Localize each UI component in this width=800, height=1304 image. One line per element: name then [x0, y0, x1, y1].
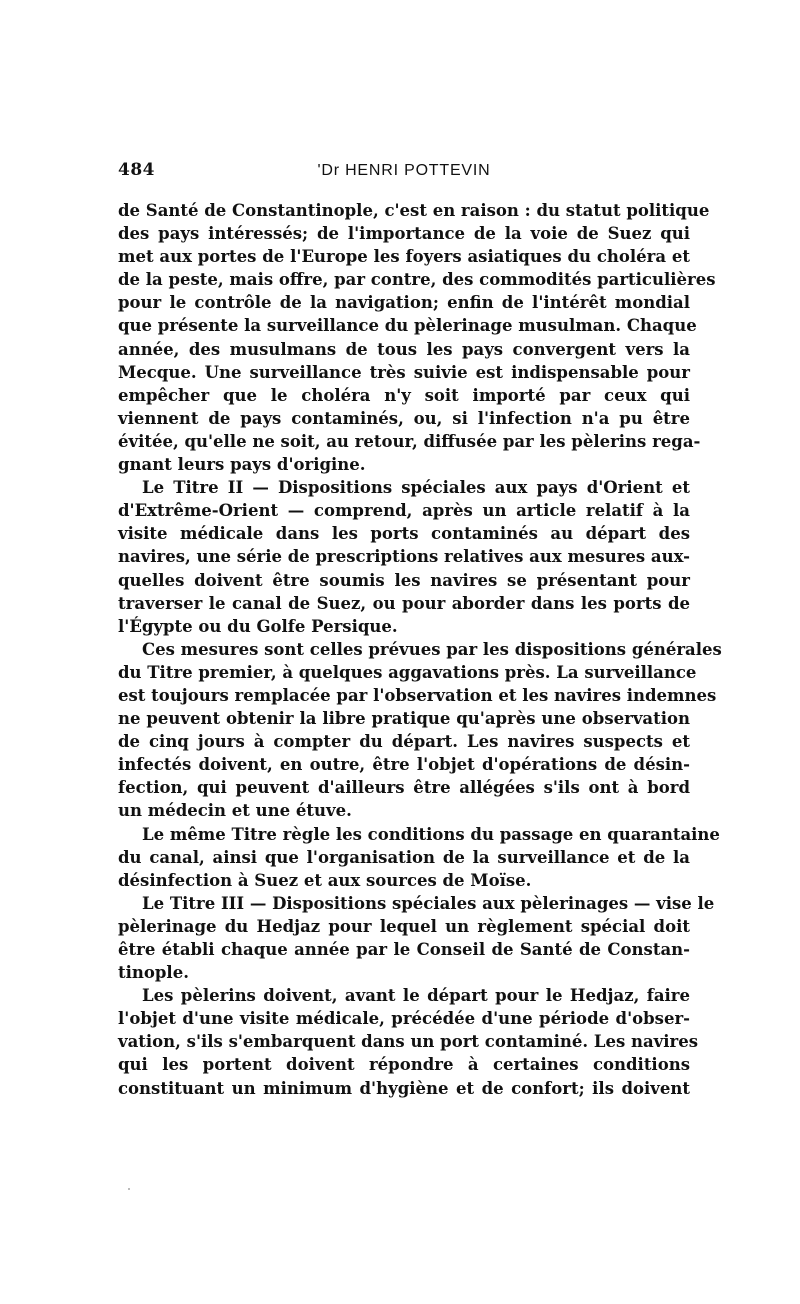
text-line: désinfection à Suez et aux sources de Moïse. [118, 870, 532, 890]
text-line: empêcher que le choléra n'y soit importé par ceux qui [118, 385, 690, 405]
text-line: pèlerinage du Hedjaz pour lequel un règlement spécial doit [118, 916, 690, 936]
text-line: est toujours remplacée par l'observation et les navires indemnes [118, 685, 717, 705]
text-line: être établi chaque année par le Conseil de Santé de Constan- [118, 940, 690, 959]
text-line: navires, une série de prescriptions relatives aux mesures aux- [118, 547, 690, 567]
page-number: 484 [118, 160, 155, 180]
text-line: visite médicale dans les ports contaminés au départ des [118, 524, 690, 544]
print-speck [128, 1188, 130, 1190]
text-line: vation, s'ils s'embarquent dans un port contaminé. Les navires [118, 1032, 699, 1052]
running-head-author: 'Dr HENRI POTTEVIN [317, 162, 491, 179]
text-line: infectés doivent, en outre, être l'objet d'opérations de désin- [118, 755, 690, 775]
text-line: d'Extrême-Orient — comprend, après un article relatif à la [118, 501, 690, 521]
text-line: tinople. [118, 963, 189, 983]
text-line: Le Titre III — Dispositions spéciales aux pèlerinages — vise le [142, 893, 715, 913]
text-line: qui les portent doivent répondre à certaines conditions [118, 1055, 690, 1075]
text-line: année, des musulmans de tous les pays convergent vers la [118, 339, 690, 359]
text-line: de Santé de Constantinople, c'est en raison : du statut politique [118, 201, 710, 220]
text-line: fection, qui peuvent d'ailleurs être allégées s'ils ont à bord [118, 778, 690, 798]
text-line: du canal, ainsi que l'organisation de la surveillance et de la [118, 847, 690, 867]
text-line: Ces mesures sont celles prévues par les dispositions générales [142, 639, 722, 659]
text-line: de cinq jours à compter du départ. Les navires suspects et [118, 732, 690, 752]
text-line: l'Égypte ou du Golfe Persique. [118, 616, 398, 636]
text-line: l'objet d'une visite médicale, précédée d'une période d'obser- [118, 1009, 690, 1029]
text-line: de la peste, mais offre, par contre, des commodités particulières [118, 270, 716, 290]
text-line: constituant un minimum d'hygiène et de confort; ils doivent [118, 1078, 690, 1098]
text-line: des pays intéressés; de l'importance de la voie de Suez qui [118, 224, 690, 244]
text-line: évitée, qu'elle ne soit, au retour, diffusée par les pèlerins rega- [118, 431, 701, 451]
text-line: ne peuvent obtenir la libre pratique qu'après une observation [118, 709, 690, 729]
text-line: Le même Titre règle les conditions du passage en quarantaine [142, 824, 720, 844]
text-line: viennent de pays contaminés, ou, si l'infection n'a pu être [118, 408, 690, 428]
text-line: du Titre premier, à quelques aggavations près. La surveillance [118, 662, 697, 682]
text-line: Le Titre II — Dispositions spéciales aux pays d'Orient et [142, 478, 690, 498]
text-line: un médecin et une étuve. [118, 801, 352, 821]
text-line: gnant leurs pays d'origine. [118, 455, 366, 475]
text-line: que présente la surveillance du pèlerinage musulman. Chaque [118, 316, 697, 336]
text-line: pour le contrôle de la navigation; enfin de l'intérêt mondial [118, 293, 690, 313]
page-header [118, 160, 690, 184]
text-line: quelles doivent être soumis les navires se présentant pour [118, 570, 690, 590]
text-line: Mecque. Une surveillance très suivie est indispensable pour [118, 362, 690, 382]
text-line: met aux portes de l'Europe les foyers asiatiques du choléra et [118, 247, 690, 267]
body-text [118, 199, 722, 1100]
text-line: traverser le canal de Suez, ou pour aborder dans les ports de [118, 593, 690, 613]
text-line: Les pèlerins doivent, avant le départ pour le Hedjaz, faire [142, 986, 690, 1006]
